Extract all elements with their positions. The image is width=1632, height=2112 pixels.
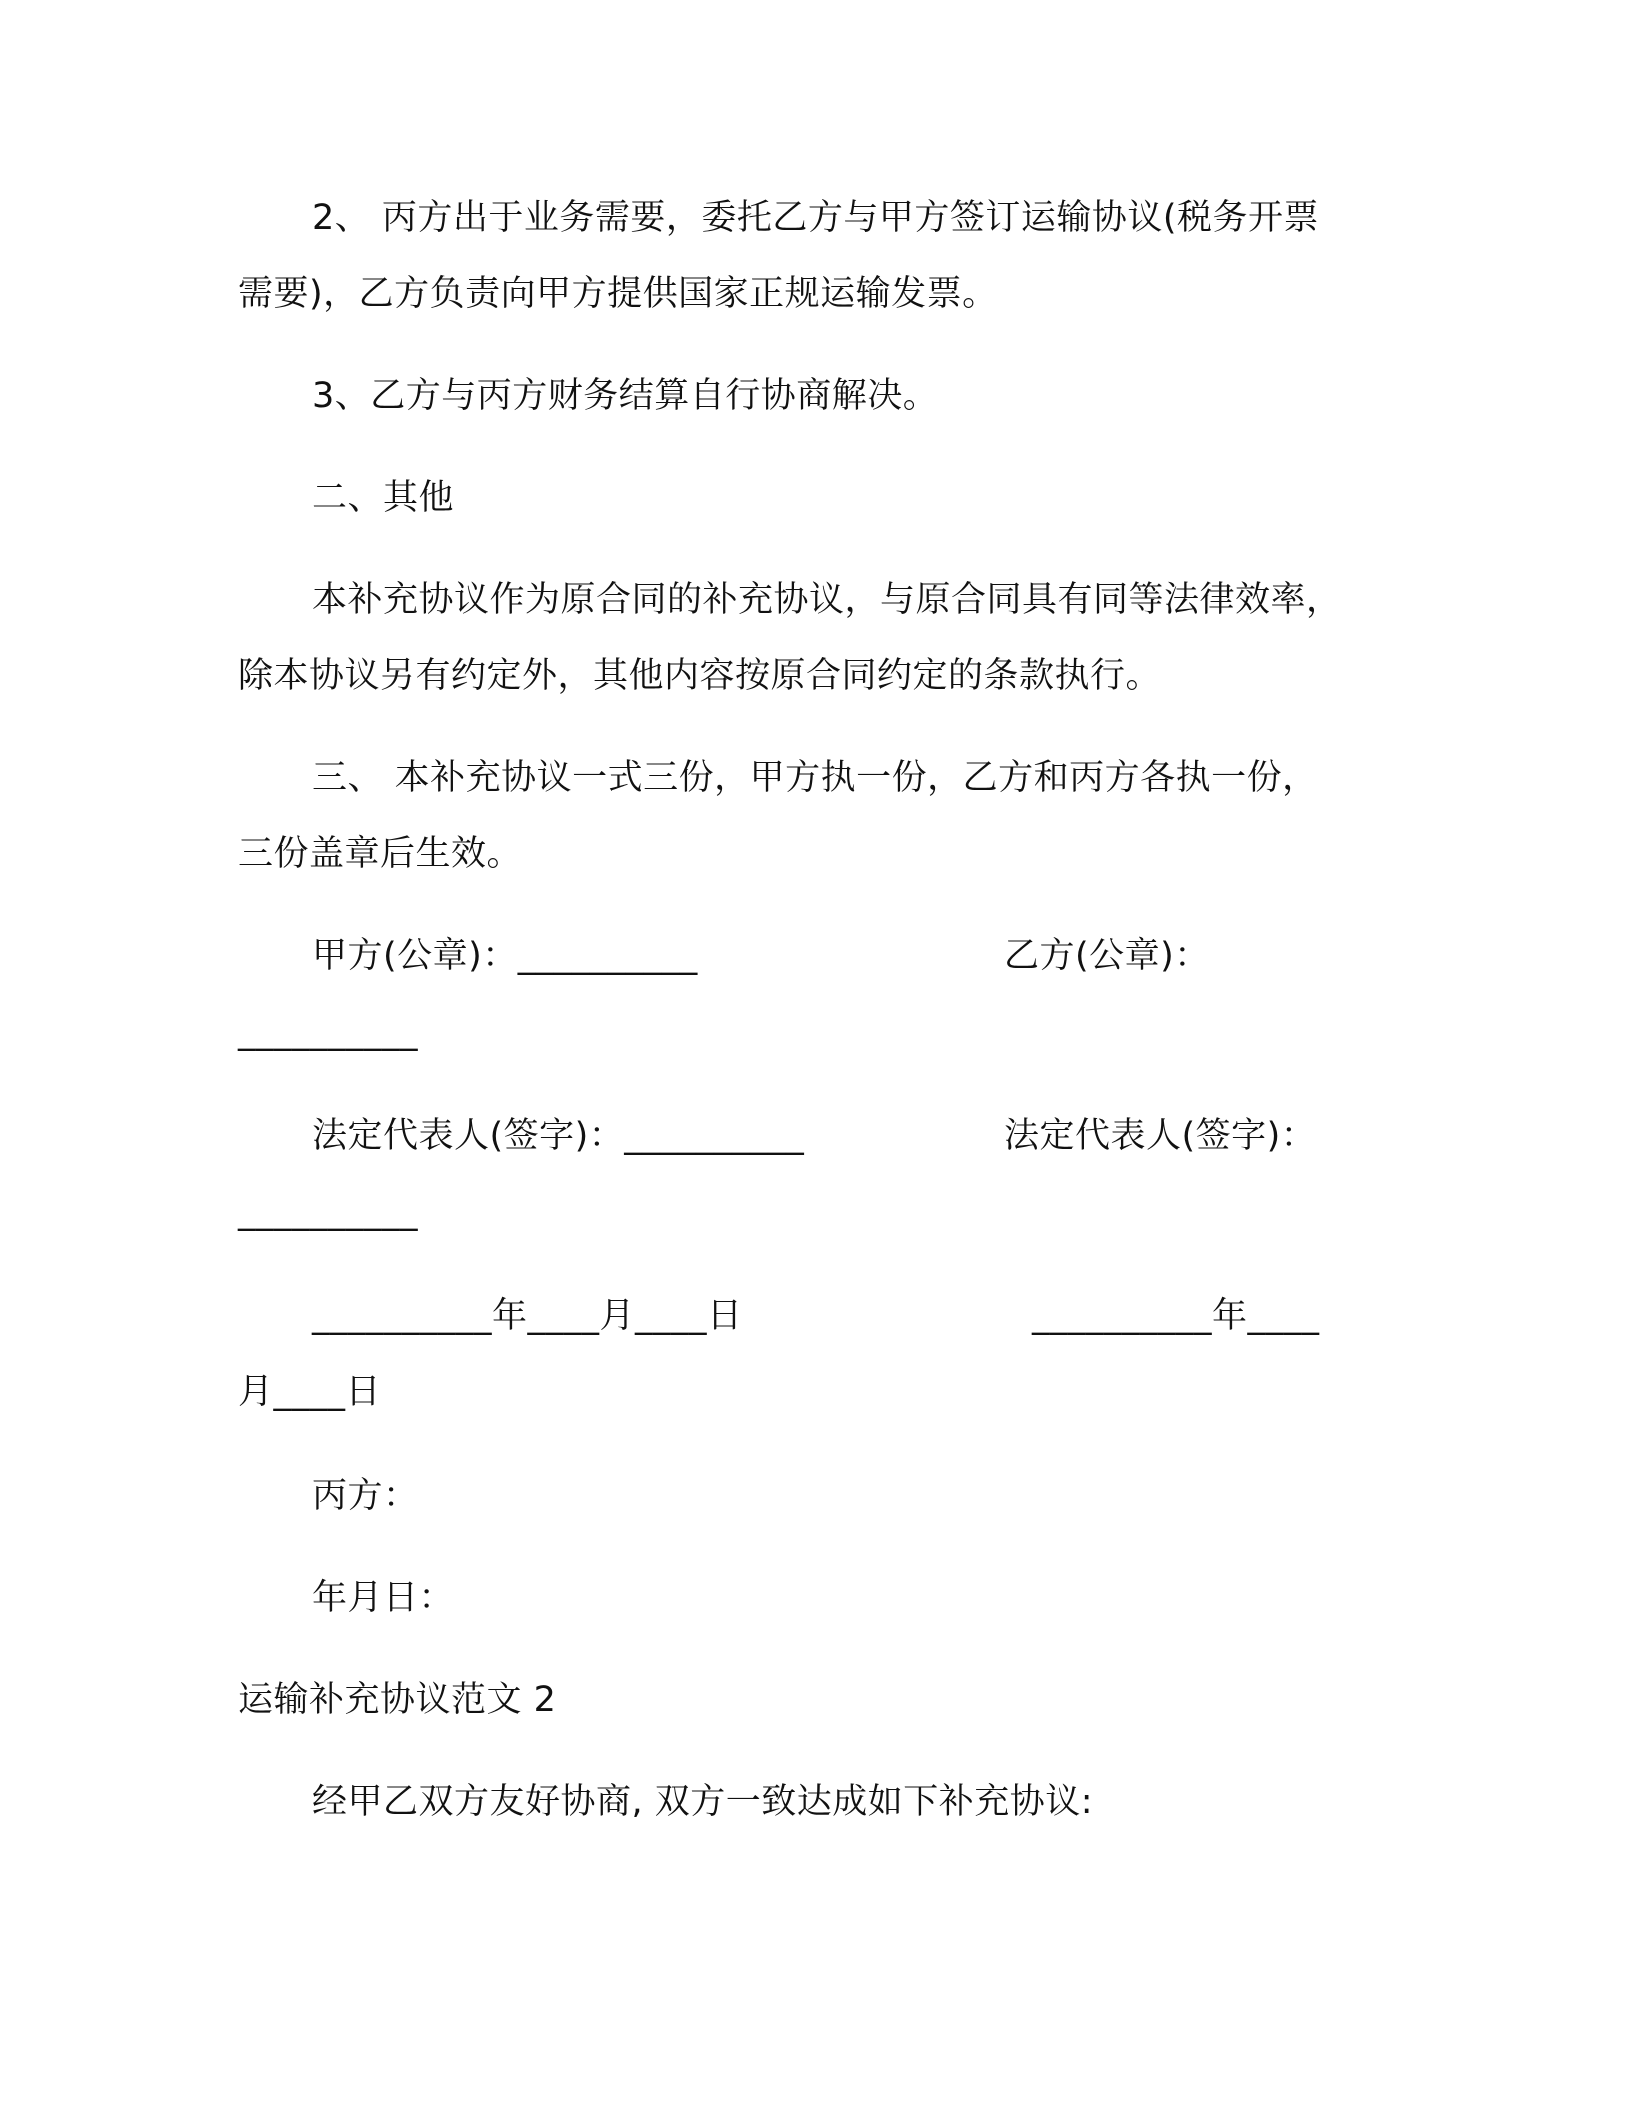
- party-c-date-label: 年月日：: [312, 1578, 455, 1618]
- intro-paragraph: 经甲乙双方友好协商, 双方一致达成如下补充协议:: [312, 1782, 1094, 1822]
- party-b-date-field: __________年____: [1032, 1296, 1320, 1336]
- section-heading-other: 二、其他: [312, 478, 455, 518]
- party-a-seal-field: 甲方(公章)：__________: [312, 936, 698, 976]
- paragraph-1-line-1: 2、 丙方出于业务需要，委托乙方与甲方签订运输协议(税务开票: [312, 198, 1320, 238]
- paragraph-1-line-2: 需要)，乙方负责向甲方提供国家正规运输发票。: [238, 274, 998, 314]
- party-c-label: 丙方：: [312, 1476, 419, 1516]
- section-title: 运输补充协议范文 2: [238, 1680, 557, 1720]
- party-b-date-continued: 月____日: [238, 1372, 382, 1412]
- paragraph-5-line-1: 三、 本补充协议一式三份，甲方执一份，乙方和丙方各执一份，: [312, 758, 1318, 798]
- party-b-representative-label: 法定代表人(签字)：: [1004, 1116, 1317, 1156]
- paragraph-4-line-2: 除本协议另有约定外，其他内容按原合同约定的条款执行。: [238, 656, 1162, 696]
- party-b-seal-blank: __________: [238, 1012, 418, 1052]
- paragraph-2: 3、乙方与丙方财务结算自行协商解决。: [312, 376, 939, 416]
- party-b-representative-blank: __________: [238, 1192, 418, 1232]
- party-b-seal-label: 乙方(公章)：: [1004, 936, 1210, 976]
- paragraph-5-line-2: 三份盖章后生效。: [238, 834, 523, 874]
- party-a-date-field: __________年____月____日: [312, 1296, 743, 1336]
- paragraph-4-line-1: 本补充协议作为原合同的补充协议，与原合同具有同等法律效率，: [312, 580, 1342, 620]
- party-a-representative-field: 法定代表人(签字)：__________: [312, 1116, 805, 1156]
